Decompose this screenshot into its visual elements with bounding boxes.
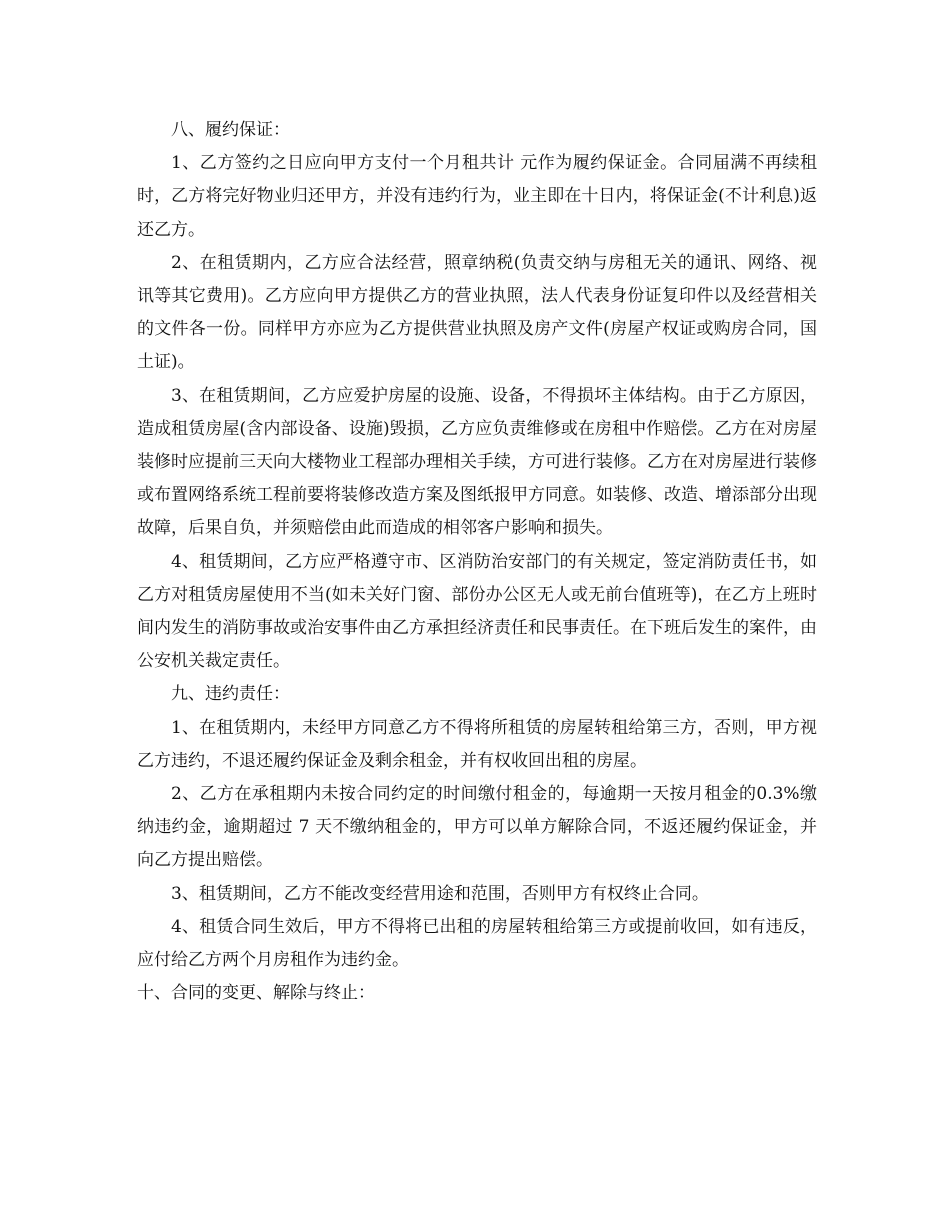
document-body [137, 114, 817, 1010]
section-heading-breach-liability: 九、违约责任： [171, 684, 290, 705]
clause-8-2: 2、在租赁期内，乙方应合法经营，照章纳税(负责交纳与房租无关的通讯、网络、视讯等其它费用)。乙方应向甲方提供乙方的营业执照，法人代表身份证复印件以及经营相关的文件各一份。同样甲方亦应为乙方提供营业执照及房产文件(房屋产权证或购房合同，国土证)。 [137, 252, 817, 373]
clause-9-4: 4、租赁合同生效后，甲方不得将已出租的房屋转租给第三方或提前收回，如有违反，应付给乙方两个月房租作为违约金。 [137, 916, 817, 971]
clause-9-1: 1、在租赁期内，未经甲方同意乙方不得将所租赁的房屋转租给第三方，否则，甲方视乙方违约，不退还履约保证金及剩余租金，并有权收回出租的房屋。 [137, 717, 817, 771]
clause-9-2: 2、乙方在承租期内未按合同约定的时间缴付租金的，每逾期一天按月租金的0.3%缴纳违约金，逾期超过 7 天不缴纳租金的，甲方可以单方解除合同，不返还履约保证金，并向乙方提出赔偿。 [137, 784, 817, 871]
section-heading-contract-change: 十、合同的变更、解除与终止： [137, 983, 375, 1004]
clause-8-3: 3、在租赁期间，乙方应爱护房屋的设施、设备，不得损坏主体结构。由于乙方原因，造成租赁房屋(含内部设备、设施)毁损，乙方应负责维修或在房租中作赔偿。乙方在对房屋装修时应提前三天向大楼物业工程部办理相关手续，方可进行装修。乙方在对房屋进行装修或布置网络系统工程前要将装修改造方案及图纸报甲方同意。如装修、改造、增添部分出现故障，后果自负，并须赔偿由此而造成的相邻客户影响和损失。 [137, 385, 817, 539]
clause-8-4: 4、租赁期间，乙方应严格遵守市、区消防治安部门的有关规定，签定消防责任书，如乙方对租赁房屋使用不当(如未关好门窗、部份办公区无人或无前台值班等)，在乙方上班时间内发生的消防事故或治安事件由乙方承担经济责任和民事责任。在下班后发生的案件，由公安机关裁定责任。 [137, 551, 817, 672]
clause-9-3: 3、租赁期间，乙方不能改变经营用途和范围，否则甲方有权终止合同。 [171, 883, 709, 904]
section-heading-performance-guarantee: 八、履约保证： [171, 120, 290, 140]
clause-8-1: 1、乙方签约之日应向甲方支付一个月租共计 元作为履约保证金。合同届满不再续租时，乙方将完好物业归还甲方，并没有违约行为，业主即在十日内，将保证金(不计利息)返还乙方。 [137, 153, 817, 240]
